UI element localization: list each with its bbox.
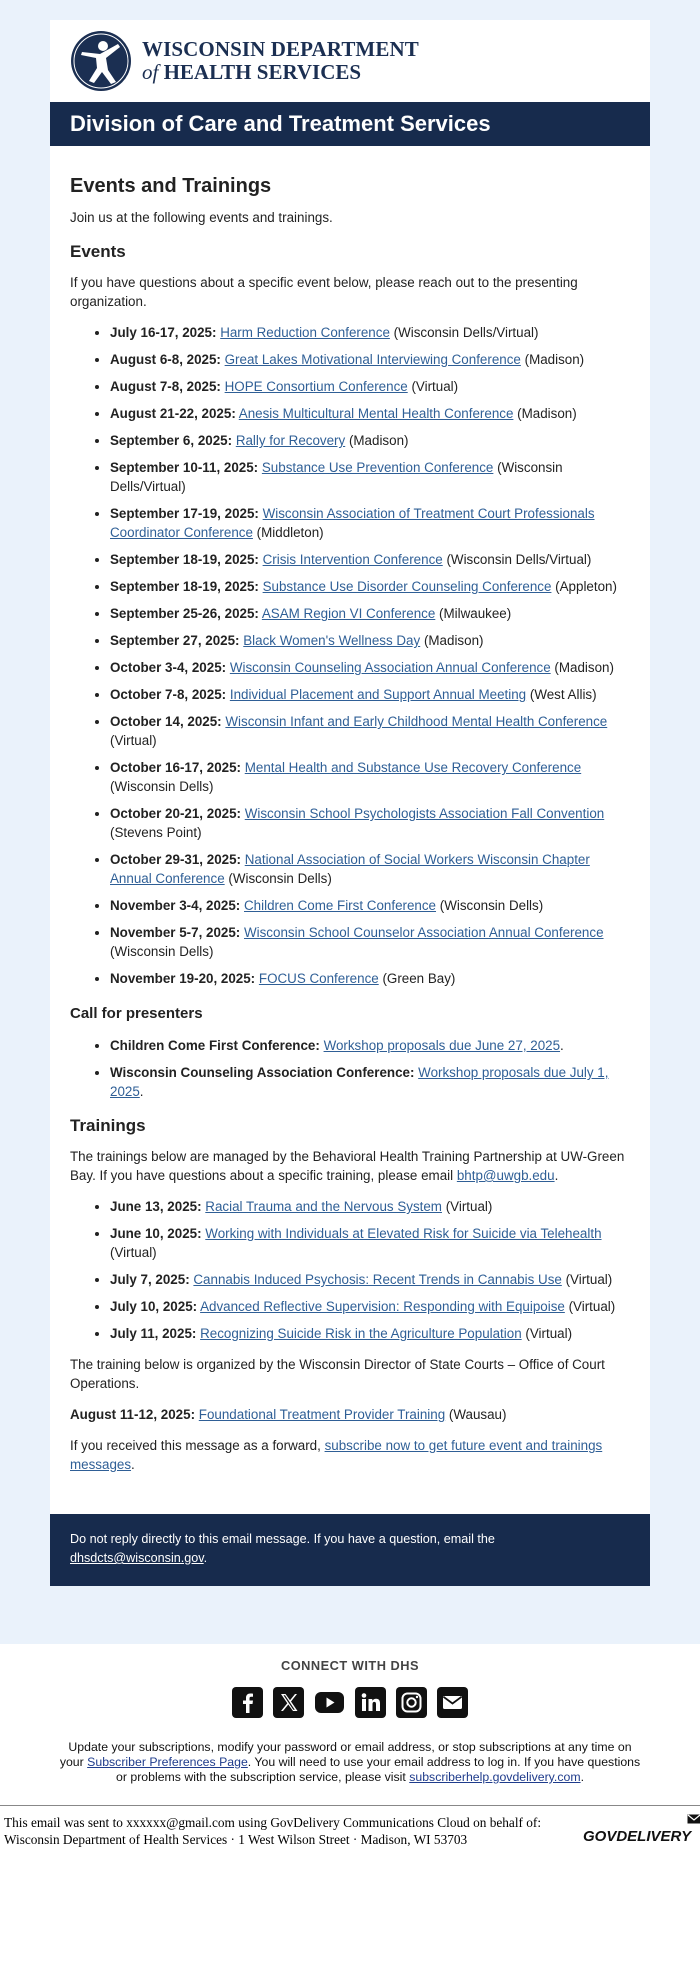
event-link[interactable]: Crisis Intervention Conference (262, 552, 443, 567)
presenters-heading: Call for presenters (70, 1005, 203, 1022)
event-link[interactable]: National Association of Social Workers Wisconsin Chapter Annual Conference (110, 852, 590, 886)
presenter-suffix: . (139, 1084, 144, 1099)
event-location: (Appleton) (555, 579, 617, 594)
training-item (110, 1270, 630, 1289)
no-reply-band (50, 1514, 650, 1586)
forward-end: . (131, 1457, 135, 1472)
facebook-icon[interactable] (232, 1687, 263, 1718)
event-item (110, 323, 630, 342)
trainings-heading: Trainings (70, 1116, 146, 1135)
subscription-notice (56, 1740, 644, 1785)
event-item (110, 685, 630, 704)
event-link[interactable]: Wisconsin Association of Treatment Court Professionals Coordinator Conference (110, 506, 595, 540)
email-card (50, 20, 650, 1586)
event-date: October 7-8, 2025: (110, 687, 227, 702)
trainings-intro-end: . (554, 1168, 559, 1183)
connect-title: CONNECT WITH DHS (280, 1658, 420, 1673)
sent-notice-text: This email was sent to xxxxxx@gmail.com using GovDelivery Communications Cloud on behalf of: Wisconsin Department of Health Services · 1 West Wilson Street · Madison, WI 53703 (4, 1815, 542, 1847)
contact-email-link[interactable]: dhsdcts@wisconsin.gov (70, 1551, 204, 1565)
dhs-logo[interactable] (50, 20, 650, 102)
forward-text: If you received this message as a forward, (70, 1438, 321, 1453)
event-date: October 3-4, 2025: (110, 660, 227, 675)
event-item (110, 504, 630, 542)
org-line2-prefix: of (142, 60, 159, 84)
event-date: October 14, 2025: (110, 714, 222, 729)
event-location: (Stevens Point) (110, 825, 202, 840)
event-item (110, 577, 630, 596)
event-location: (Madison) (517, 406, 577, 421)
training-date: July 10, 2025: (110, 1299, 198, 1314)
event-item (110, 431, 630, 450)
instagram-icon[interactable] (396, 1687, 427, 1718)
event-location: (Wisconsin Dells) (110, 779, 214, 794)
event-link[interactable]: Great Lakes Motivational Interviewing Conference (224, 352, 521, 367)
trainings-list (70, 1197, 630, 1343)
event-item (110, 604, 630, 623)
intro-text: Join us at the following events and trainings. (70, 210, 333, 225)
event-date: November 19-20, 2025: (110, 971, 256, 986)
event-link[interactable]: ASAM Region VI Conference (261, 606, 436, 621)
event-item (110, 896, 630, 915)
event-link[interactable]: Wisconsin Counseling Association Annual Conference (229, 660, 551, 675)
email-content (50, 146, 650, 1514)
subscriber-help-link[interactable]: subscriberhelp.govdelivery.com (409, 1770, 581, 1784)
event-location: (Green Bay) (382, 971, 456, 986)
presenter-item (110, 1036, 630, 1055)
presenter-conference: Wisconsin Counseling Association Conference: (110, 1065, 415, 1080)
event-location: (Madison) (554, 660, 614, 675)
presenters-list (70, 1036, 630, 1101)
training-link[interactable]: Racial Trauma and the Nervous System (205, 1199, 442, 1214)
subscriber-preferences-link[interactable]: Subscriber Preferences Page (87, 1755, 248, 1769)
court-training (70, 1405, 630, 1424)
presenter-item (110, 1063, 630, 1101)
connect-section (0, 1644, 700, 1785)
event-location: (Madison) (348, 433, 409, 448)
event-link[interactable]: Wisconsin School Counselor Association Annual Conference (244, 925, 604, 940)
govdelivery-wordmark: GOVDELIVERY (583, 1828, 692, 1845)
training-date: July 7, 2025: (110, 1272, 190, 1287)
event-date: September 17-19, 2025: (110, 506, 259, 521)
training-location: (Virtual) (568, 1299, 616, 1314)
presenter-link[interactable]: Workshop proposals due June 27, 2025 (323, 1038, 561, 1053)
page-title: Events and Trainings (70, 175, 272, 197)
event-link[interactable]: Rally for Recovery (235, 433, 346, 448)
event-date: September 18-19, 2025: (110, 579, 259, 594)
event-item (110, 850, 630, 888)
event-date: July 16-17, 2025: (110, 325, 217, 340)
event-location: (Wisconsin Dells) (439, 898, 544, 913)
training-location: (Virtual) (110, 1245, 157, 1260)
no-reply-text: Do not reply directly to this email message. If you have a question, email the (70, 1532, 495, 1546)
event-location: (Middleton) (256, 525, 324, 540)
court-training-location: (Wausau) (448, 1407, 507, 1422)
event-link[interactable]: Individual Placement and Support Annual Meeting (229, 687, 527, 702)
event-item (110, 712, 630, 750)
event-item (110, 404, 630, 423)
event-link[interactable]: Wisconsin School Psychologists Association Fall Convention (244, 806, 605, 821)
youtube-icon[interactable] (314, 1687, 345, 1718)
event-location: (West Allis) (529, 687, 597, 702)
subscribe-link[interactable]: subscribe now to get future event and trainings messages (70, 1438, 603, 1472)
events-heading: Events (70, 242, 126, 261)
event-date: October 16-17, 2025: (110, 760, 241, 775)
courts-intro: The training below is organized by the Wisconsin Director of State Courts – Office of Court Operations. (70, 1357, 605, 1391)
no-reply-end: . (203, 1551, 208, 1565)
event-location: (Virtual) (411, 379, 459, 394)
event-location: (Wisconsin Dells/Virtual) (393, 325, 539, 340)
trainings-intro-text: The trainings below are managed by the Behavioral Health Training Partnership at UW-Green Bay. If you have questions about a specific training, please email (70, 1149, 625, 1183)
linkedin-icon[interactable] (355, 1687, 386, 1718)
org-line1: WISCONSIN DEPARTMENT (142, 37, 419, 61)
event-link[interactable]: Harm Reduction Conference (220, 325, 390, 340)
presenter-link[interactable]: Workshop proposals due July 1, 2025 (110, 1065, 609, 1099)
division-banner: Division of Care and Treatment Services (50, 102, 650, 146)
event-link[interactable]: Substance Use Prevention Conference (261, 460, 494, 475)
event-date: September 10-11, 2025: (110, 460, 259, 475)
event-item (110, 758, 630, 796)
event-item (110, 377, 630, 396)
events-intro: If you have questions about a specific event below, please reach out to the presenting organization. (70, 275, 578, 309)
event-item (110, 804, 630, 842)
trainings-email-link[interactable]: bhtp@uwgb.edu (456, 1168, 555, 1183)
event-date: September 25-26, 2025: (110, 606, 259, 621)
event-date: September 27, 2025: (110, 633, 240, 648)
event-item (110, 631, 630, 650)
event-item (110, 969, 630, 988)
event-location: (Wisconsin Dells) (228, 871, 332, 886)
events-list (70, 323, 630, 988)
govdelivery-logo[interactable] (583, 1828, 691, 1845)
presenter-suffix: . (560, 1038, 564, 1053)
training-location: (Virtual) (525, 1326, 573, 1341)
event-link[interactable]: FOCUS Conference (258, 971, 379, 986)
event-date: September 6, 2025: (110, 433, 233, 448)
x-icon[interactable] (273, 1687, 304, 1718)
forward-notice (70, 1436, 630, 1474)
event-link[interactable]: Black Women's Wellness Day (243, 633, 421, 648)
court-training-link[interactable]: Foundational Treatment Provider Training (198, 1407, 446, 1422)
training-link[interactable]: Recognizing Suicide Risk in the Agriculture Population (200, 1326, 522, 1341)
event-item (110, 458, 630, 496)
event-link[interactable]: Wisconsin Infant and Early Childhood Mental Health Conference (225, 714, 608, 729)
dhs-seal-icon (70, 30, 132, 92)
training-link[interactable]: Working with Individuals at Elevated Risk for Suicide via Telehealth (205, 1226, 602, 1241)
event-location: (Milwaukee) (439, 606, 512, 621)
event-item (110, 350, 630, 369)
email-icon[interactable] (437, 1687, 468, 1718)
event-date: August 6-8, 2025: (110, 352, 221, 367)
event-item (110, 550, 630, 569)
social-icons (0, 1687, 700, 1718)
event-item (110, 923, 630, 961)
event-date: August 7-8, 2025: (110, 379, 221, 394)
envelope-icon (687, 1814, 700, 1824)
event-date: November 3-4, 2025: (110, 898, 241, 913)
event-location: (Virtual) (110, 733, 157, 748)
event-link[interactable]: Mental Health and Substance Use Recovery Conference (244, 760, 582, 775)
dhs-wordmark (142, 39, 419, 83)
event-date: August 21-22, 2025: (110, 406, 236, 421)
event-location: (Madison) (423, 633, 484, 648)
event-date: September 18-19, 2025: (110, 552, 259, 567)
event-link[interactable]: HOPE Consortium Conference (224, 379, 408, 394)
training-date: July 11, 2025: (110, 1326, 197, 1341)
event-location: (Wisconsin Dells/Virtual) (110, 460, 563, 494)
training-item (110, 1324, 630, 1343)
subscription-text2: . You will need to use your email address to log in. If you have questions or problems with the subscription service, please visit (116, 1755, 641, 1784)
event-item (110, 658, 630, 677)
event-date: October 20-21, 2025: (110, 806, 241, 821)
event-location: (Madison) (524, 352, 585, 367)
event-date: November 5-7, 2025: (110, 925, 241, 940)
event-location: (Wisconsin Dells) (110, 944, 214, 959)
subscription-text3: . (580, 1770, 584, 1784)
training-location: (Virtual) (445, 1199, 493, 1214)
subscription-text1: Update your subscriptions, modify your password or email address, or stop subscriptions at any time on your (59, 1740, 632, 1769)
event-link[interactable]: Substance Use Disorder Counseling Conference (262, 579, 552, 594)
sent-notice (0, 1805, 700, 1848)
presenter-conference: Children Come First Conference: (110, 1038, 320, 1053)
event-location: (Wisconsin Dells/Virtual) (446, 552, 592, 567)
org-line2 (142, 62, 419, 83)
training-location: (Virtual) (565, 1272, 613, 1287)
court-training-date: August 11-12, 2025: (70, 1407, 196, 1422)
trainings-intro (70, 1147, 630, 1185)
event-link[interactable]: Children Come First Conference (244, 898, 437, 913)
training-link[interactable]: Advanced Reflective Supervision: Responding with Equipoise (200, 1299, 565, 1314)
event-link[interactable]: Anesis Multicultural Mental Health Conference (238, 406, 514, 421)
event-date: October 29-31, 2025: (110, 852, 241, 867)
training-link[interactable]: Cannabis Induced Psychosis: Recent Trends in Cannabis Use (193, 1272, 562, 1287)
training-item (110, 1224, 630, 1262)
training-date: June 10, 2025: (110, 1226, 202, 1241)
training-date: June 13, 2025: (110, 1199, 202, 1214)
org-line2-text: HEALTH SERVICES (163, 60, 362, 84)
training-item (110, 1297, 630, 1316)
training-item (110, 1197, 630, 1216)
